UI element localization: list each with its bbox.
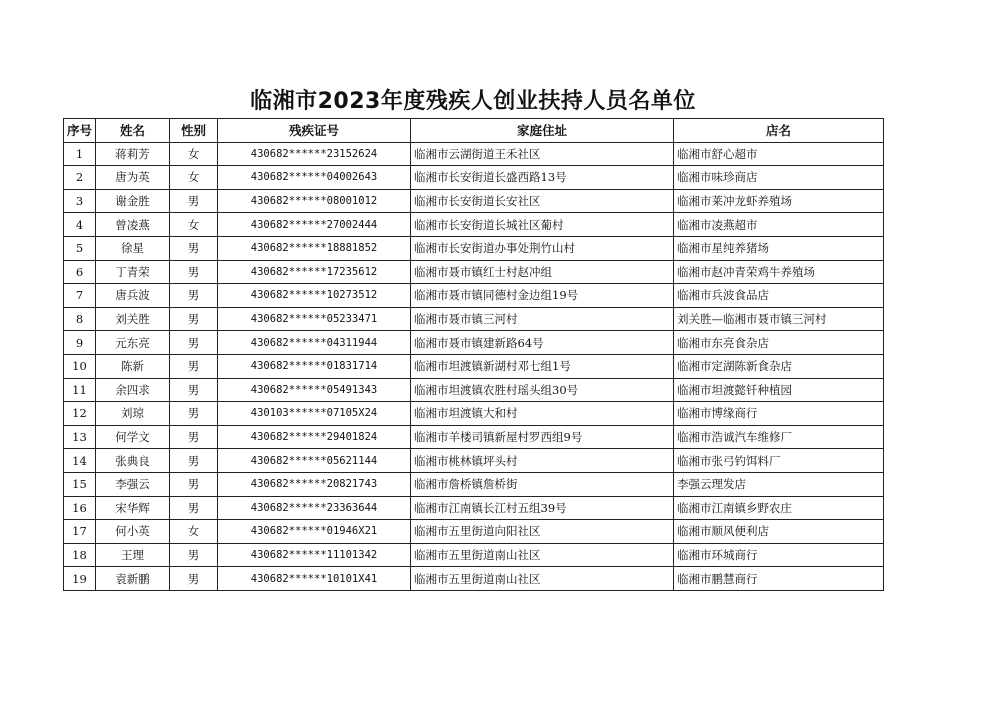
cell-seq: 12 [64,402,96,426]
cell-gender: 男 [170,354,218,378]
cell-shop: 临湘市星纯养猪场 [674,236,884,260]
table-row [64,142,884,166]
cell-cert-no: 430682******11101342 [218,543,411,567]
cell-gender: 男 [170,307,218,331]
cell-address: 临湘市五里街道南山社区 [411,543,674,567]
cell-seq: 19 [64,567,96,591]
table-row [64,496,884,520]
cell-gender: 男 [170,472,218,496]
table-row [64,213,884,237]
table-row [64,567,884,591]
cell-shop: 临湘市浩诚汽车维修厂 [674,425,884,449]
table-row [64,425,884,449]
cell-seq: 16 [64,496,96,520]
cell-address: 临湘市坦渡镇大和村 [411,402,674,426]
header-seq: 序号 [64,119,96,143]
cell-shop: 临湘市顺风便利店 [674,520,884,544]
cell-shop: 临湘市舒心超市 [674,142,884,166]
cell-seq: 5 [64,236,96,260]
table-row [64,331,884,355]
cell-name: 唐兵波 [96,284,170,308]
roster-table [63,118,884,591]
cell-shop: 临湘市凌燕超市 [674,213,884,237]
cell-cert-no: 430682******17235612 [218,260,411,284]
table-row [64,354,884,378]
table-row [64,472,884,496]
cell-name: 元东亮 [96,331,170,355]
cell-name: 谢金胜 [96,189,170,213]
cell-seq: 2 [64,166,96,190]
cell-cert-no: 430682******05233471 [218,307,411,331]
cell-cert-no: 430682******01946X21 [218,520,411,544]
header-address: 家庭住址 [411,119,674,143]
cell-name: 刘关胜 [96,307,170,331]
cell-shop: 刘关胜—临湘市聂市镇三河村 [674,307,884,331]
cell-name: 曾凌燕 [96,213,170,237]
cell-cert-no: 430682******23363644 [218,496,411,520]
cell-address: 临湘市坦渡镇新湖村邓七组1号 [411,354,674,378]
cell-address: 临湘市羊楼司镇新屋村罗西组9号 [411,425,674,449]
cell-shop: 临湘市张弓钓饵料厂 [674,449,884,473]
cell-cert-no: 430103******07105X24 [218,402,411,426]
cell-name: 王理 [96,543,170,567]
cell-seq: 18 [64,543,96,567]
page-title: 临湘市2023年度残疾人创业扶持人员名单位 [250,89,696,114]
table-row [64,236,884,260]
cell-seq: 7 [64,284,96,308]
cell-name: 何小英 [96,520,170,544]
cell-cert-no: 430682******04311944 [218,331,411,355]
cell-address: 临湘市长安街道长安社区 [411,189,674,213]
cell-seq: 10 [64,354,96,378]
cell-address: 临湘市云湖街道王禾社区 [411,142,674,166]
cell-gender: 男 [170,378,218,402]
table-row [64,520,884,544]
cell-gender: 男 [170,496,218,520]
cell-cert-no: 430682******01831714 [218,354,411,378]
cell-name: 李强云 [96,472,170,496]
cell-cert-no: 430682******05491343 [218,378,411,402]
header-cert-no: 残疾证号 [218,119,411,143]
cell-seq: 8 [64,307,96,331]
cell-name: 余四求 [96,378,170,402]
cell-cert-no: 430682******04002643 [218,166,411,190]
cell-seq: 13 [64,425,96,449]
cell-address: 临湘市五里街道南山社区 [411,567,674,591]
header-row [64,119,884,143]
table-row [64,378,884,402]
cell-address: 临湘市聂市镇三河村 [411,307,674,331]
cell-seq: 14 [64,449,96,473]
cell-gender: 男 [170,402,218,426]
cell-address: 临湘市聂市镇建新路64号 [411,331,674,355]
cell-cert-no: 430682******29401824 [218,425,411,449]
cell-shop: 临湘市东亮食杂店 [674,331,884,355]
cell-address: 临湘市坦渡镇农胜村瑶头组30号 [411,378,674,402]
cell-name: 宋华辉 [96,496,170,520]
cell-gender: 男 [170,284,218,308]
cell-name: 徐星 [96,236,170,260]
cell-gender: 男 [170,236,218,260]
cell-gender: 女 [170,142,218,166]
cell-shop: 临湘市环城商行 [674,543,884,567]
cell-gender: 男 [170,260,218,284]
cell-shop: 临湘市定湖陈新食杂店 [674,354,884,378]
header-name: 姓名 [96,119,170,143]
cell-gender: 女 [170,166,218,190]
cell-gender: 男 [170,449,218,473]
cell-shop: 临湘市坦渡懿钎种植园 [674,378,884,402]
table-row [64,284,884,308]
cell-address: 临湘市长安街道办事处荆竹山村 [411,236,674,260]
cell-address: 临湘市聂市镇同德村金边组19号 [411,284,674,308]
cell-name: 蒋莉芳 [96,142,170,166]
cell-name: 袁新鹏 [96,567,170,591]
cell-name: 陈新 [96,354,170,378]
cell-name: 唐为英 [96,166,170,190]
cell-gender: 男 [170,425,218,449]
header-gender: 性别 [170,119,218,143]
table-row [64,449,884,473]
cell-name: 刘琼 [96,402,170,426]
cell-cert-no: 430682******10273512 [218,284,411,308]
cell-seq: 6 [64,260,96,284]
table-row [64,307,884,331]
cell-cert-no: 430682******08001012 [218,189,411,213]
cell-name: 丁青荣 [96,260,170,284]
cell-cert-no: 430682******23152624 [218,142,411,166]
cell-shop: 临湘市鹏慧商行 [674,567,884,591]
cell-shop: 临湘市江南镇乡野农庄 [674,496,884,520]
cell-gender: 男 [170,543,218,567]
cell-address: 临湘市长安街道长盛西路13号 [411,166,674,190]
table-row [64,543,884,567]
cell-gender: 男 [170,331,218,355]
cell-seq: 3 [64,189,96,213]
cell-shop: 临湘市赵冲青荣鸡牛养殖场 [674,260,884,284]
cell-gender: 女 [170,520,218,544]
cell-name: 何学文 [96,425,170,449]
cell-gender: 男 [170,189,218,213]
cell-shop: 临湘市博缘商行 [674,402,884,426]
cell-cert-no: 430682******20821743 [218,472,411,496]
cell-address: 临湘市长安街道长城社区葡村 [411,213,674,237]
cell-cert-no: 430682******27002444 [218,213,411,237]
cell-address: 临湘市桃林镇坪头村 [411,449,674,473]
cell-cert-no: 430682******05621144 [218,449,411,473]
table-row [64,402,884,426]
table-row [64,189,884,213]
cell-gender: 女 [170,213,218,237]
cell-name: 张典良 [96,449,170,473]
table-row [64,166,884,190]
cell-seq: 9 [64,331,96,355]
table-row [64,260,884,284]
cell-address: 临湘市五里街道向阳社区 [411,520,674,544]
cell-seq: 4 [64,213,96,237]
cell-cert-no: 430682******10101X41 [218,567,411,591]
cell-seq: 1 [64,142,96,166]
header-shop: 店名 [674,119,884,143]
cell-seq: 15 [64,472,96,496]
cell-address: 临湘市江南镇长江村五组39号 [411,496,674,520]
cell-cert-no: 430682******18881852 [218,236,411,260]
cell-shop: 临湘市味珍商店 [674,166,884,190]
cell-address: 临湘市聂市镇红士村赵冲组 [411,260,674,284]
cell-shop: 李强云理发店 [674,472,884,496]
cell-gender: 男 [170,567,218,591]
cell-shop: 临湘市兵波食品店 [674,284,884,308]
cell-shop: 临湘市莱冲龙虾养殖场 [674,189,884,213]
cell-seq: 11 [64,378,96,402]
cell-address: 临湘市詹桥镇詹桥街 [411,472,674,496]
cell-seq: 17 [64,520,96,544]
